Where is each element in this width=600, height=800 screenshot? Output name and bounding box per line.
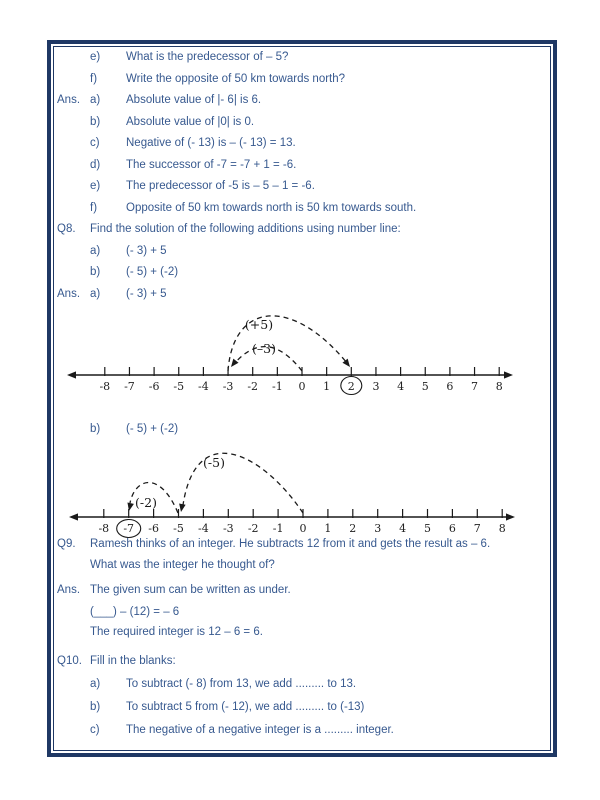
item-letter: b) [90, 266, 101, 278]
tick-label: 1 [324, 522, 332, 535]
tick-label: 0 [299, 522, 307, 535]
item-text: (- 5) + (-2) [126, 266, 179, 278]
item-letter: f) [90, 72, 98, 85]
tick-label: 0 [298, 380, 306, 393]
question-row [56, 654, 548, 676]
tick-label: -8 [99, 380, 111, 393]
item-letter: a) [90, 678, 101, 690]
question-text: What was the integer he thought of? [90, 559, 275, 571]
item-text: Write the opposite of 50 km towards north? [126, 72, 346, 85]
jump-arc-arrow-icon [179, 504, 185, 512]
answer-label: Ans. [57, 584, 81, 596]
tick-label: -8 [98, 522, 110, 535]
axis-left-arrow-icon [67, 371, 76, 378]
jump-arc-label: (+5) [244, 317, 274, 332]
item-letter: b) [90, 115, 101, 128]
item-letter: c) [90, 137, 100, 149]
question-number: Q9. [57, 537, 76, 550]
jump-arc [183, 453, 303, 513]
answer-row [56, 700, 548, 722]
tick-label: -5 [173, 522, 184, 535]
tick-label: 8 [495, 380, 503, 393]
item-text: Opposite of 50 km towards north is 50 km towards south. [126, 201, 417, 214]
tick-label: 2 [349, 522, 357, 535]
tick-label: -5 [173, 380, 185, 393]
question-text: Find the solution of the following additions using number line: [90, 223, 401, 235]
answer-row [56, 723, 548, 745]
item-letter: a) [90, 287, 101, 300]
tick-label: -6 [148, 380, 160, 393]
tick-label: 1 [323, 380, 331, 393]
item-text: What is the predecessor of – 5? [126, 51, 289, 63]
tick-label: -4 [198, 522, 209, 535]
item-letter: d) [90, 158, 101, 171]
tick-label: 3 [374, 522, 382, 535]
answer-row [56, 558, 548, 580]
tick-label: 4 [397, 380, 405, 393]
answer-row [56, 115, 548, 137]
question-number: Q10. [57, 655, 82, 667]
item-text: The negative of a negative integer is a ......... integer. [126, 724, 394, 736]
answer-row [56, 583, 548, 605]
answer-row [56, 50, 548, 72]
tick-label: 6 [446, 380, 454, 393]
tick-label: -1 [271, 380, 283, 393]
question-text: The required integer is 12 – 6 = 6. [90, 626, 263, 638]
answer-row [56, 677, 548, 699]
jump-arc-label: (-2) [135, 495, 157, 510]
axis-left-arrow-icon [69, 513, 78, 520]
tick-label: -1 [272, 522, 284, 535]
item-text: The successor of -7 = -7 + 1 = -6. [126, 158, 297, 171]
tick-label: 7 [471, 380, 479, 393]
question-text: (___) – (12) = – 6 [90, 606, 180, 618]
answer-row [56, 93, 548, 115]
answer-label: Ans. [57, 94, 81, 106]
item-text: (- 3) + 5 [126, 287, 167, 300]
item-letter: f) [90, 201, 98, 214]
tick-label: 7 [473, 522, 481, 535]
tick-label: -3 [222, 380, 234, 393]
answer-row [56, 605, 548, 627]
question-text: The given sum can be written as under. [90, 584, 291, 596]
tick-label: 3 [372, 380, 380, 393]
tick-label: -7 [123, 522, 135, 535]
jump-arc-label: (-5) [203, 455, 225, 470]
tick-label: 4 [399, 522, 407, 535]
question-text: Fill in the blanks: [90, 655, 176, 667]
item-letter: a) [90, 244, 101, 257]
answer-row [56, 265, 548, 287]
jump-arc-label: (–3) [252, 341, 276, 356]
answer-row [56, 179, 548, 201]
question-row [56, 222, 548, 244]
tick-label: -6 [148, 522, 159, 535]
tick-label: 8 [498, 522, 506, 535]
item-text: Absolute value of |- 6| is 6. [126, 94, 262, 106]
tick-label: 2 [347, 380, 355, 393]
answer-row [56, 201, 548, 223]
item-letter: e) [90, 180, 101, 192]
tick-label: -2 [247, 522, 259, 535]
tick-label: -4 [198, 380, 209, 393]
answer-row [56, 136, 548, 158]
jump-arc-arrow-icon [231, 359, 239, 367]
question-text: Ramesh thinks of an integer. He subtracts 12 from it and gets the result as – 6. [90, 537, 491, 550]
tick-label: -7 [124, 380, 135, 393]
item-text: (- 5) + (-2) [126, 423, 179, 435]
tick-label: 5 [421, 380, 429, 393]
tick-label: 5 [424, 522, 431, 535]
answer-row [56, 625, 548, 647]
item-letter: c) [90, 724, 100, 736]
tick-label: -3 [222, 522, 234, 535]
answer-row [56, 72, 548, 94]
answer-label: Ans. [57, 287, 81, 300]
item-letter: b) [90, 701, 101, 713]
item-text: To subtract 5 from (- 12), we add ......... to (-13) [126, 701, 365, 713]
number-line-figure-a [47, 296, 527, 400]
item-letter: b) [90, 423, 101, 435]
item-text: To subtract (- 8) from 13, we add ......... to 13. [126, 678, 357, 690]
item-text: Negative of (- 13) is – (- 13) = 13. [126, 137, 296, 149]
axis-right-arrow-icon [504, 371, 513, 378]
question-number: Q8. [57, 223, 76, 235]
answer-row [56, 158, 548, 180]
answer-row [56, 244, 548, 266]
number-line-figure-b [47, 438, 527, 540]
tick-label: -2 [247, 380, 259, 393]
item-text: (- 3) + 5 [126, 244, 167, 257]
item-text: The predecessor of -5 is – 5 – 1 = -6. [126, 180, 315, 192]
item-letter: a) [90, 94, 101, 106]
item-text: Absolute value of |0| is 0. [126, 115, 255, 128]
axis-right-arrow-icon [506, 513, 515, 520]
item-letter: e) [90, 51, 101, 63]
tick-label: 6 [448, 522, 456, 535]
